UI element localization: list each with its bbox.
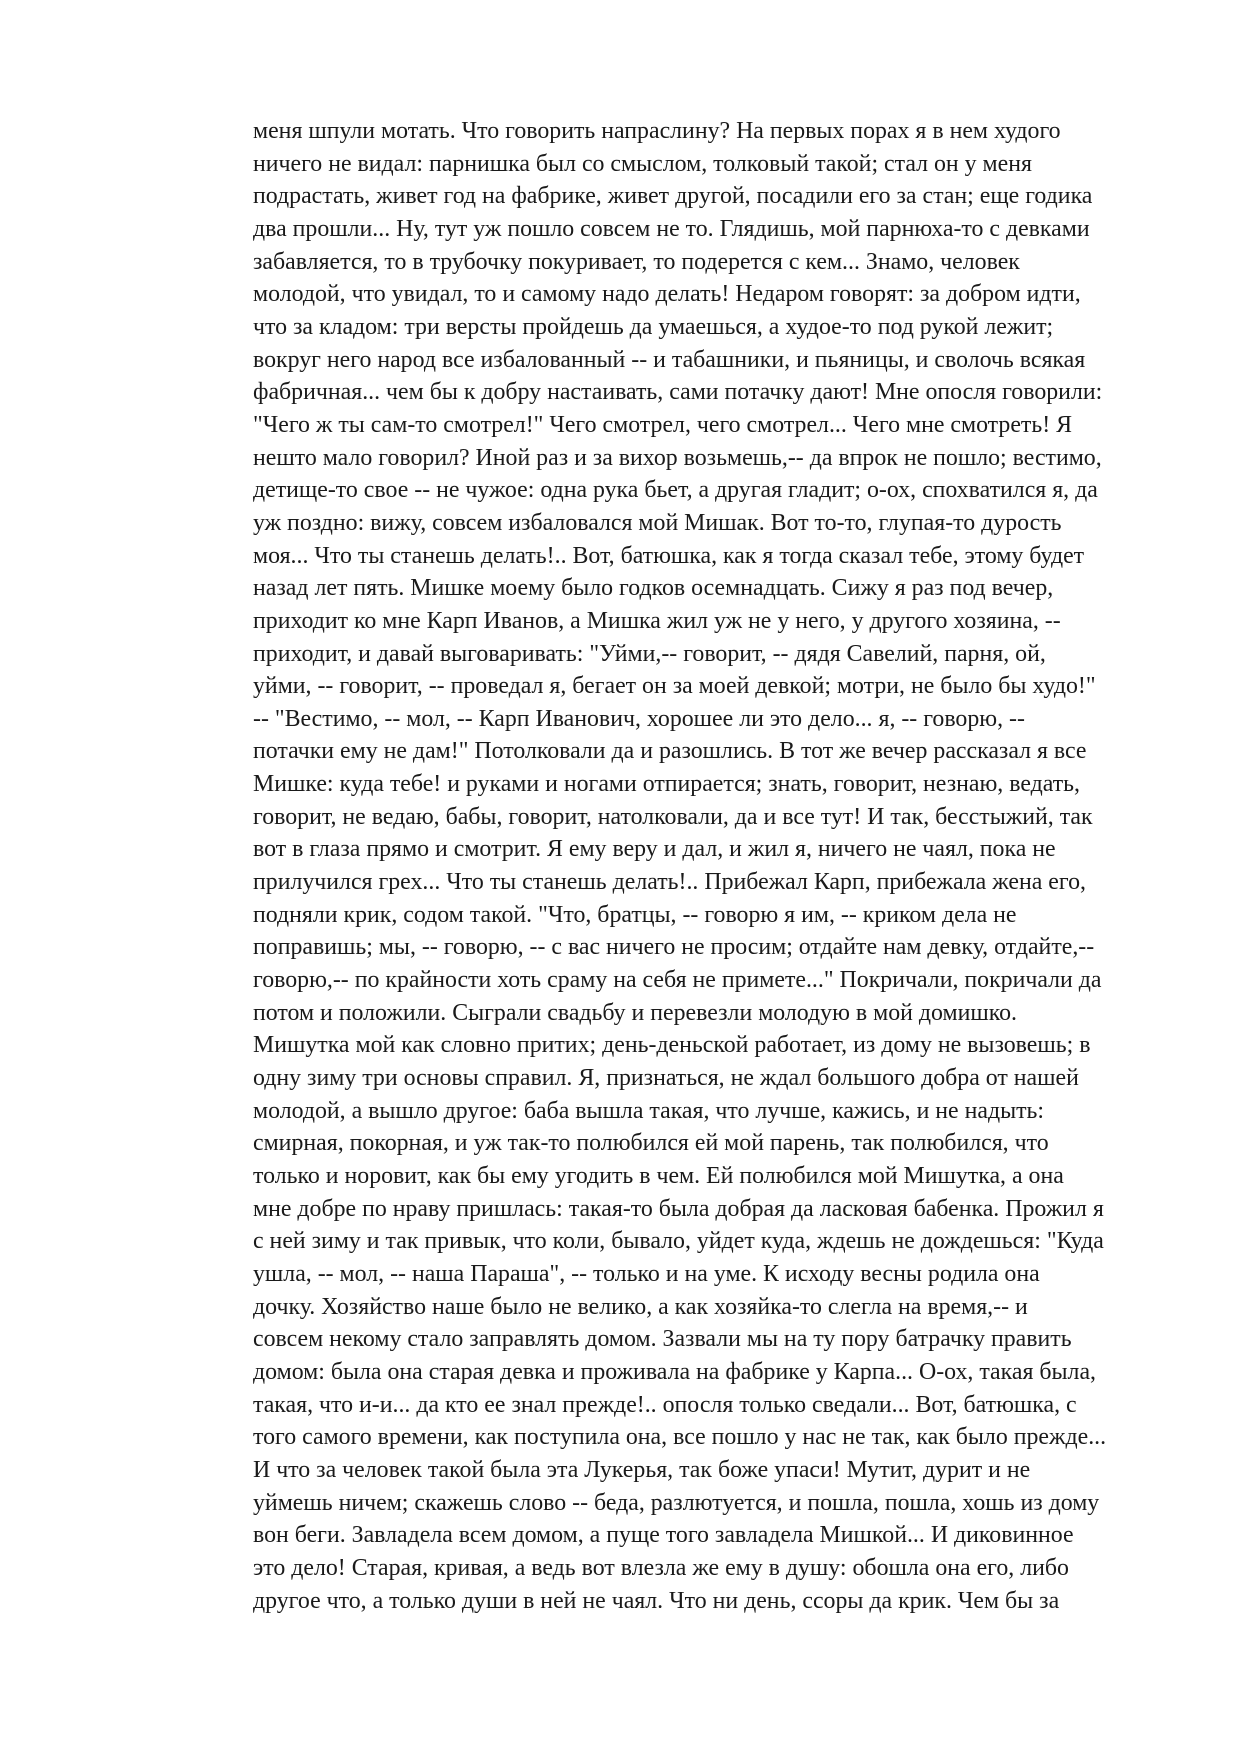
text-line: что за кладом: три версты пройдешь да умаешься, а худое-то под рукой лежит; <box>253 313 1054 340</box>
text-line: говорю,-- по крайности хоть сраму на себя не примете..." Покричали, покричали да <box>253 967 1102 994</box>
body-text <box>253 115 1233 1617</box>
text-line: фабричная... чем бы к добру настаивать, сами потачку дают! Мне опосля говорили: <box>253 379 1103 406</box>
text-line: приходит, и давай выговаривать: "Уйми,-- говорит, -- дядя Савелий, парня, ой, <box>253 640 1046 667</box>
text-line: моя... Что ты станешь делать!.. Вот, батюшка, как я тогда сказал тебе, этому будет <box>253 542 1085 569</box>
text-line: потом и положили. Сыграли свадьбу и перевезли молодую в мой домишко. <box>253 999 1017 1026</box>
text-line: другое что, а только души в ней не чаял. Что ни день, ссоры да крик. Чем бы за <box>253 1587 1060 1614</box>
text-line: домом: была она старая девка и проживала на фабрике у Карпа... О-ох, такая была, <box>253 1358 1096 1385</box>
text-line: молодой, что увидал, то и самому надо делать! Недаром говорят: за добром идти, <box>253 281 1081 308</box>
text-line: одну зиму три основы справил. Я, признаться, не ждал большого добра от нашей <box>253 1065 1079 1092</box>
text-line: детище-то свое -- не чужое: одна рука бьет, а другая гладит; о-ох, спохватился я, да <box>253 477 1098 504</box>
text-line: дочку. Хозяйство наше было не велико, а как хозяйка-то слегла на время,-- и <box>253 1293 1028 1320</box>
text-line: меня шпули мотать. Что говорить напраслину? На первых порах я в нем худого <box>253 118 1061 144</box>
text-line: уж поздно: вижу, совсем избаловался мой Мишак. Вот то-то, глупая-то дурость <box>253 509 1062 536</box>
text-line: с ней зиму и так привык, что коли, бывало, уйдет куда, ждешь не дождешься: "Куда <box>253 1228 1104 1255</box>
text-line: подрастать, живет год на фабрике, живет другой, посадили его за стан; еще годика <box>253 183 1093 210</box>
text-line: назад лет пять. Мишке моему было годков осемнадцать. Сижу я раз под вечер, <box>253 575 1054 602</box>
text-line: Мишутка мой как словно притих; день-деньской работает, из дому не вызовешь; в <box>253 1032 1091 1059</box>
text-line: это дело! Старая, кривая, а ведь вот влезла же ему в душу: обошла она его, либо <box>253 1554 1069 1581</box>
text-line: того самого времени, как поступила она, все пошло у нас не так, как было прежде... <box>253 1424 1107 1451</box>
text-line: потачки ему не дам!" Потолковали да и разошлись. В тот же вечер рассказал я все <box>253 738 1087 765</box>
text-line: совсем некому стало заправлять домом. Зазвали мы на ту пору батрачку править <box>253 1326 1072 1353</box>
text-line: подняли крик, содом такой. "Что, братцы, -- говорю я им, -- криком дела не <box>253 901 1017 928</box>
text-line: вокруг него народ все избалованный -- и табашники, и пьяницы, и сволочь всякая <box>253 346 1086 373</box>
text-line: только и норовит, как бы ему угодить в чем. Ей полюбился мой Мишутка, а она <box>253 1163 1064 1189</box>
text-line: прилучился грех... Что ты станешь делать!.. Прибежал Карп, прибежала жена его, <box>253 869 1086 896</box>
text-line: ничего не видал: парнишка был со смыслом, толковый такой; стал он у меня <box>253 150 1032 177</box>
text-line: такая, что и-и... да кто ее знал прежде!.. опосля только сведали... Вот, батюшка, с <box>253 1391 1077 1418</box>
text-line: мне добре по нраву пришлась: такая-то была добрая да ласковая бабенка. Прожил я <box>253 1195 1104 1222</box>
text-line: говорит, не ведаю, бабы, говорит, натолковали, да и все тут! И так, бесстыжий, так <box>253 803 1093 830</box>
text-line: уйми, -- говорит, -- проведал я, бегает он за моей девкой; мотри, не было бы худо!" <box>253 673 1096 700</box>
text-line: приходит ко мне Карп Иванов, а Мишка жил уж не у него, у другого хозяина, -- <box>253 607 1061 634</box>
text-line: нешто мало говорил? Иной раз и за вихор возьмешь,-- да впрок не пошло; вестимо, <box>253 444 1102 471</box>
text-line: И что за человек такой была эта Лукерья, так боже упаси! Мутит, дурит и не <box>253 1456 1031 1483</box>
text-line: забавляется, то в трубочку покуривает, то подерется с кем... Знамо, человек <box>253 248 1020 275</box>
text-line: Мишке: куда тебе! и руками и ногами отпирается; знать, говорит, незнаю, ведать, <box>253 771 1080 798</box>
text-line: "Чего ж ты сам-то смотрел!" Чего смотрел, чего смотрел... Чего мне смотреть! Я <box>253 411 1073 438</box>
text-line: вон беги. Завладела всем домом, а пуще того завладела Мишкой... И диковинное <box>253 1522 1074 1549</box>
text-line: вот в глаза прямо и смотрит. Я ему веру и дал, и жил я, ничего не чаял, пока не <box>253 836 1056 863</box>
text-line: ушла, -- мол, -- наша Параша", -- только и на уме. К исходу весны родила она <box>253 1260 1040 1287</box>
text-line: -- "Вестимо, -- мол, -- Карп Иванович, хорошее ли это дело... я, -- говорю, -- <box>253 705 1025 732</box>
text-line: смирная, покорная, и уж так-то полюбился ей мой парень, так полюбился, что <box>253 1130 1049 1157</box>
text-line: поправишь; мы, -- говорю, -- с вас ничего не просим; отдайте нам девку, отдайте,-- <box>253 934 1095 961</box>
text-line: уймешь ничем; скажешь слово -- беда, разлютуется, и пошла, пошла, хошь из дому <box>253 1489 1100 1516</box>
text-line: молодой, а вышло другое: баба вышла такая, что лучше, кажись, и не надыть: <box>253 1097 1045 1124</box>
text-line: два прошли... Ну, тут уж пошло совсем не то. Глядишь, мой парнюха-то с девками <box>253 215 1090 242</box>
